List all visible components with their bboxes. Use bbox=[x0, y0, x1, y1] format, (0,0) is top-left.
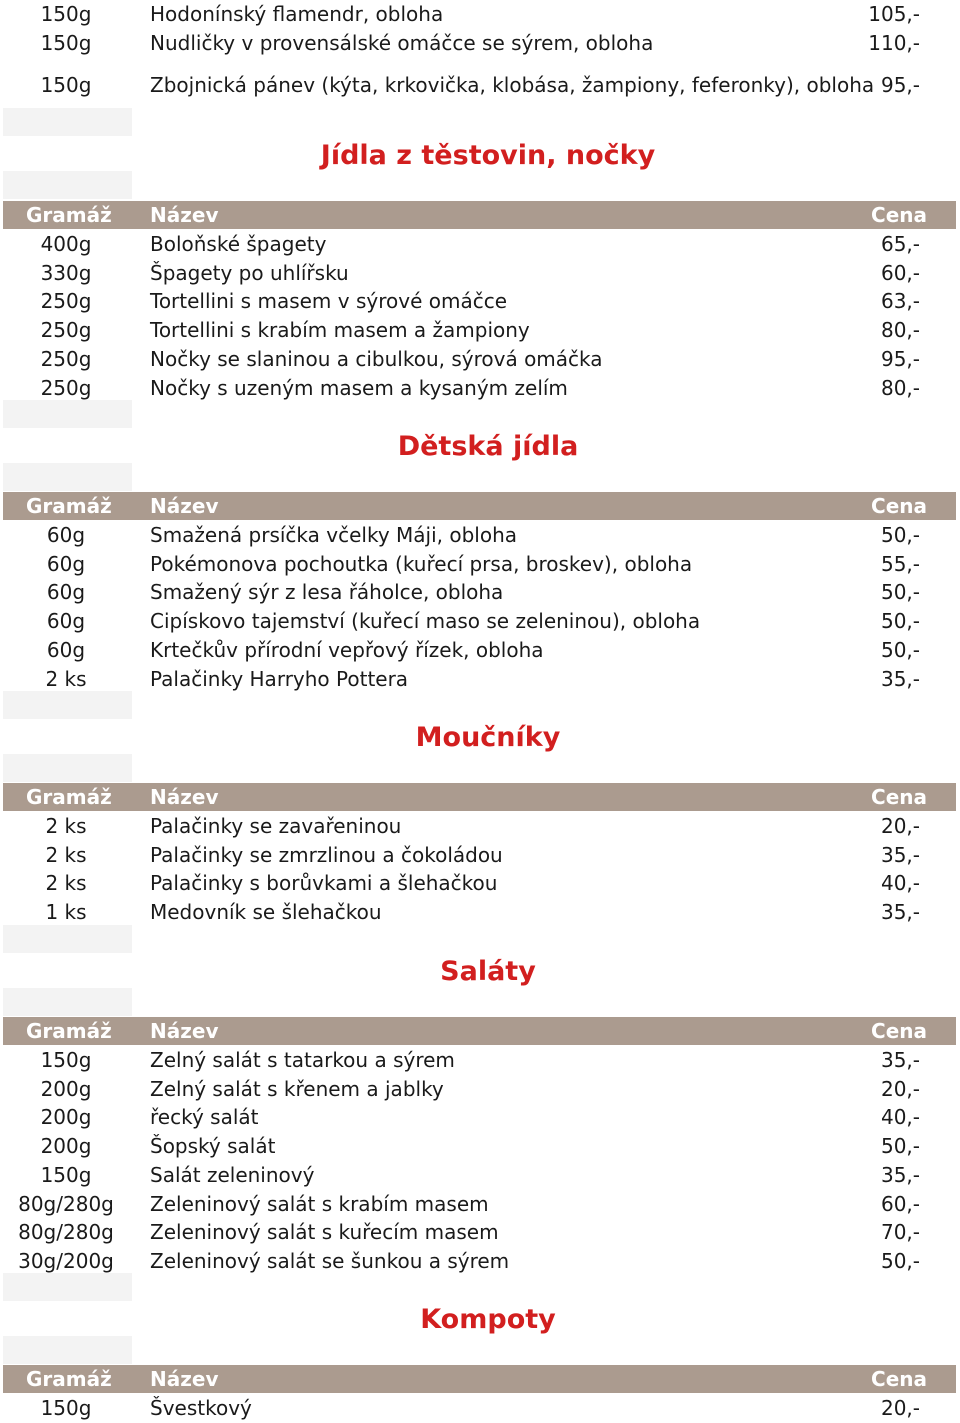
menu-item-row bbox=[0, 1218, 960, 1246]
item-price: 80,- bbox=[880, 375, 920, 400]
header-name: Název bbox=[150, 494, 219, 518]
menu-item-row bbox=[0, 898, 960, 926]
item-weight: 150g bbox=[40, 1396, 92, 1420]
item-weight: 200g bbox=[40, 1105, 92, 1130]
menu-item-row bbox=[0, 869, 960, 897]
header-weight: Gramáž bbox=[26, 1019, 112, 1043]
column-header-row bbox=[3, 492, 956, 520]
menu-item-row bbox=[0, 521, 960, 549]
item-weight: 150g bbox=[40, 1162, 92, 1187]
item-weight: 200g bbox=[40, 1076, 92, 1101]
item-name: Palačinky Harryho Pottera bbox=[150, 666, 409, 691]
shaded-spacer bbox=[3, 463, 132, 491]
item-weight: 60g bbox=[46, 551, 86, 576]
menu-item-row bbox=[0, 1190, 960, 1218]
item-weight: 2 ks bbox=[45, 842, 87, 867]
item-price: 60,- bbox=[880, 1191, 920, 1216]
item-name: Švestkový bbox=[150, 1396, 252, 1420]
section-title: Jídla z těstovin, nočky bbox=[320, 140, 656, 171]
item-name: Hodonínský flamendr, obloha bbox=[150, 2, 444, 26]
item-price: 60,- bbox=[880, 260, 920, 285]
item-price: 110,- bbox=[868, 30, 920, 55]
shaded-spacer bbox=[3, 925, 132, 953]
item-name: Šopský salát bbox=[150, 1134, 276, 1159]
item-name: Nočky s uzeným masem a kysaným zelím bbox=[150, 375, 568, 400]
item-price: 50,- bbox=[880, 637, 920, 662]
column-header-row bbox=[3, 783, 956, 811]
item-weight: 80g/280g bbox=[18, 1191, 114, 1216]
menu-item-row bbox=[0, 1161, 960, 1189]
item-price: 20,- bbox=[880, 814, 920, 838]
menu-item-row bbox=[0, 550, 960, 578]
item-weight: 250g bbox=[40, 318, 92, 343]
header-price: Cena bbox=[871, 1019, 927, 1043]
item-price: 20,- bbox=[880, 1076, 920, 1101]
shaded-spacer bbox=[3, 754, 132, 782]
shaded-spacer bbox=[3, 1336, 132, 1364]
shaded-spacer bbox=[3, 1273, 132, 1301]
section-title: Dětská jídla bbox=[397, 431, 579, 462]
item-price: 105,- bbox=[868, 2, 920, 26]
item-price: 50,- bbox=[880, 523, 920, 547]
item-price: 40,- bbox=[880, 1105, 920, 1130]
menu-item-row bbox=[0, 1132, 960, 1160]
item-name: Krtečkův přírodní vepřový řízek, obloha bbox=[150, 637, 544, 662]
shaded-spacer bbox=[3, 108, 132, 136]
item-price: 50,- bbox=[880, 1248, 920, 1273]
item-weight: 2 ks bbox=[45, 666, 87, 691]
item-price: 80,- bbox=[880, 318, 920, 343]
menu-item-row bbox=[0, 812, 960, 840]
item-name: Boloňské špagety bbox=[150, 232, 327, 256]
item-name: Zeleninový salát s kuřecím masem bbox=[150, 1220, 499, 1245]
item-name: Tortellini s krabím masem a žampiony bbox=[150, 318, 530, 343]
item-weight: 400g bbox=[40, 232, 92, 256]
item-price: 35,- bbox=[880, 666, 920, 691]
item-weight: 60g bbox=[46, 609, 86, 634]
column-header-row bbox=[3, 201, 956, 229]
menu-item-row bbox=[0, 1103, 960, 1131]
item-price: 55,- bbox=[880, 551, 920, 576]
shaded-spacer bbox=[3, 400, 132, 428]
header-price: Cena bbox=[871, 785, 927, 809]
item-name: Palačinky se zavařeninou bbox=[150, 814, 402, 838]
column-header-row bbox=[3, 1017, 956, 1045]
item-weight: 2 ks bbox=[45, 871, 87, 896]
section-title: Saláty bbox=[440, 956, 536, 987]
item-weight: 60g bbox=[46, 523, 86, 547]
item-weight: 330g bbox=[40, 260, 92, 285]
item-price: 20,- bbox=[880, 1396, 920, 1420]
item-price: 65,- bbox=[880, 232, 920, 256]
section-title: Kompoty bbox=[420, 1304, 556, 1335]
item-price: 50,- bbox=[880, 580, 920, 605]
item-weight: 250g bbox=[40, 375, 92, 400]
menu-item-row bbox=[0, 374, 960, 402]
item-name: Nudličky v provensálské omáčce se sýrem, obloha bbox=[150, 30, 654, 55]
item-name: Tortellini s masem v sýrové omáčce bbox=[150, 289, 508, 314]
header-price: Cena bbox=[871, 203, 927, 227]
item-name: Pokémonova pochoutka (kuřecí prsa, broskev), obloha bbox=[150, 551, 693, 576]
menu-item-row bbox=[0, 345, 960, 373]
item-weight: 250g bbox=[40, 346, 92, 371]
item-price: 95,- bbox=[880, 73, 920, 97]
item-weight: 150g bbox=[40, 2, 92, 26]
item-weight: 200g bbox=[40, 1134, 92, 1159]
section-title: Moučníky bbox=[415, 722, 561, 753]
menu-item-row bbox=[0, 1247, 960, 1275]
item-name: Zelný salát s křenem a jablky bbox=[150, 1076, 444, 1101]
item-price: 35,- bbox=[880, 842, 920, 867]
item-name: Smažený sýr z lesa řáholce, obloha bbox=[150, 580, 504, 605]
menu-item-row bbox=[0, 71, 960, 99]
menu-item-row bbox=[0, 636, 960, 664]
menu-item-row bbox=[0, 1075, 960, 1103]
item-price: 35,- bbox=[880, 900, 920, 925]
menu-item-row bbox=[0, 316, 960, 344]
item-price: 35,- bbox=[880, 1162, 920, 1187]
column-header-row bbox=[3, 1365, 956, 1393]
menu-item-row bbox=[0, 0, 960, 28]
header-weight: Gramáž bbox=[26, 494, 112, 518]
item-weight: 60g bbox=[46, 580, 86, 605]
menu-item-row bbox=[0, 607, 960, 635]
menu-item-row bbox=[0, 1394, 960, 1422]
item-name: Špagety po uhlířsku bbox=[150, 260, 349, 285]
item-name: Cipískovo tajemství (kuřecí maso se zeleninou), obloha bbox=[150, 609, 701, 634]
header-name: Název bbox=[150, 1019, 219, 1043]
header-price: Cena bbox=[871, 1367, 927, 1391]
item-weight: 150g bbox=[40, 1048, 92, 1072]
header-name: Název bbox=[150, 785, 219, 809]
menu-item-row bbox=[0, 259, 960, 287]
item-weight: 150g bbox=[40, 73, 92, 97]
item-weight: 1 ks bbox=[45, 900, 87, 925]
item-name: Smažená prsíčka včelky Máji, obloha bbox=[150, 523, 518, 547]
menu-item-row bbox=[0, 578, 960, 606]
menu-item-row bbox=[0, 1046, 960, 1074]
item-price: 70,- bbox=[880, 1220, 920, 1245]
item-price: 50,- bbox=[880, 609, 920, 634]
item-name: Zelný salát s tatarkou a sýrem bbox=[150, 1048, 455, 1072]
menu-item-row bbox=[0, 29, 960, 57]
item-weight: 30g/200g bbox=[18, 1248, 114, 1273]
item-name: Palačinky s borůvkami a šlehačkou bbox=[150, 871, 498, 896]
header-name: Název bbox=[150, 203, 219, 227]
item-price: 40,- bbox=[880, 871, 920, 896]
menu-item-row bbox=[0, 230, 960, 258]
menu-item-row bbox=[0, 287, 960, 315]
item-name: řecký salát bbox=[150, 1105, 259, 1130]
item-name: Zeleninový salát se šunkou a sýrem bbox=[150, 1248, 510, 1273]
shaded-spacer bbox=[3, 691, 132, 719]
menu-item-row bbox=[0, 841, 960, 869]
item-name: Medovník se šlehačkou bbox=[150, 900, 382, 925]
item-name: Palačinky se zmrzlinou a čokoládou bbox=[150, 842, 503, 867]
header-weight: Gramáž bbox=[26, 1367, 112, 1391]
item-weight: 60g bbox=[46, 637, 86, 662]
shaded-spacer bbox=[3, 988, 132, 1016]
header-weight: Gramáž bbox=[26, 203, 112, 227]
item-weight: 2 ks bbox=[45, 814, 87, 838]
item-price: 35,- bbox=[880, 1048, 920, 1072]
shaded-spacer bbox=[3, 171, 132, 199]
item-name: Salát zeleninový bbox=[150, 1162, 315, 1187]
item-price: 95,- bbox=[880, 346, 920, 371]
menu-item-row bbox=[0, 665, 960, 693]
item-name: Nočky se slaninou a cibulkou, sýrová omáčka bbox=[150, 346, 603, 371]
header-weight: Gramáž bbox=[26, 785, 112, 809]
item-price: 50,- bbox=[880, 1134, 920, 1159]
item-weight: 80g/280g bbox=[18, 1220, 114, 1245]
item-name: Zbojnická pánev (kýta, krkovička, klobása, žampiony, feferonky), obloha bbox=[150, 73, 875, 97]
header-price: Cena bbox=[871, 494, 927, 518]
header-name: Název bbox=[150, 1367, 219, 1391]
item-weight: 250g bbox=[40, 289, 92, 314]
item-weight: 150g bbox=[40, 30, 92, 55]
item-name: Zeleninový salát s krabím masem bbox=[150, 1191, 489, 1216]
item-price: 63,- bbox=[880, 289, 920, 314]
